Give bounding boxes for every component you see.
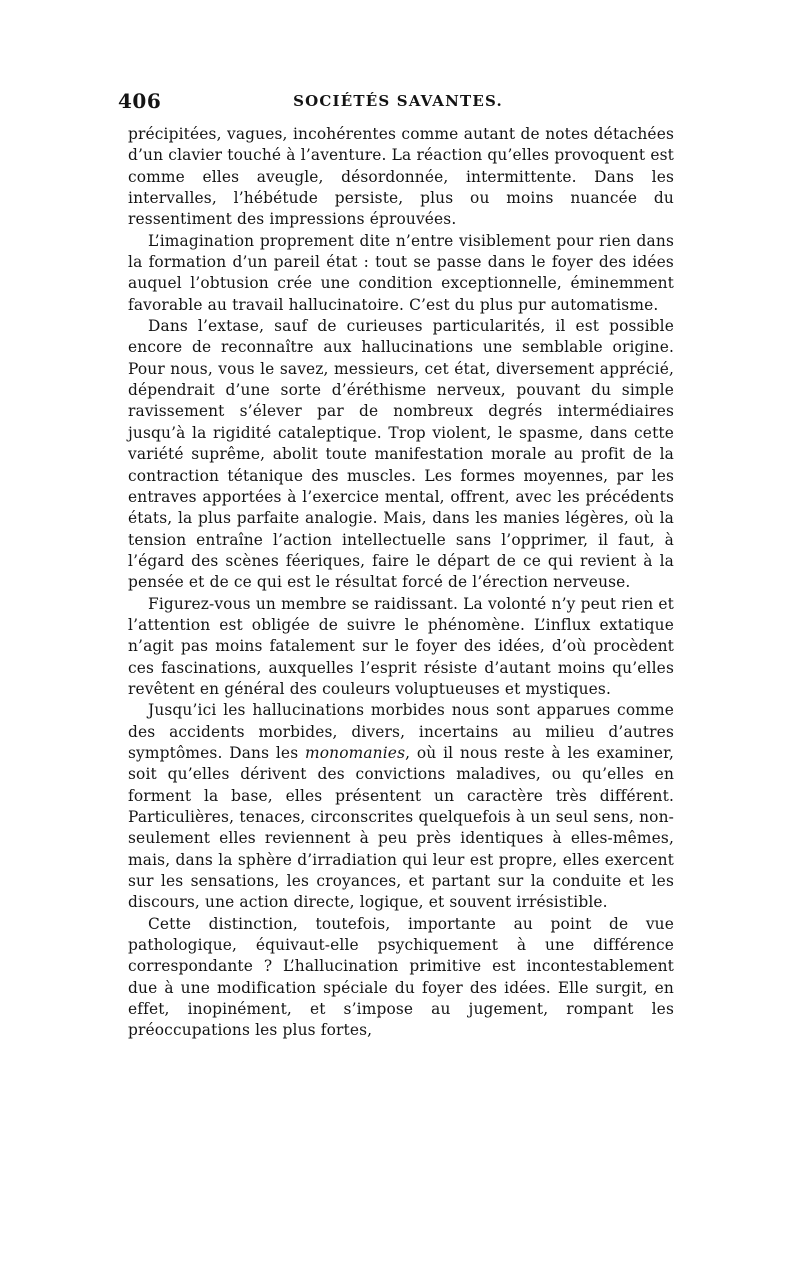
paragraph-1: précipitées, vagues, incohérentes comme autant de notes détachées d’un clavier touché à l’aventure. La réaction qu’elles provoquent est comme elles aveugle, désordonnée, intermittente. Dans les intervalles, l’hébétude persiste, plus ou moins nuancée du ressentiment des impressions éprouvées.: [128, 125, 674, 229]
page-header: [118, 89, 678, 115]
paragraph-5-text-a: Jusqu’ici les hallucinations morbides nous sont apparues comme des accidents morbides, divers, incertains au milieu d’autres symptômes. Dans les: [128, 701, 674, 762]
paragraph-5: [128, 700, 674, 913]
paragraph-5-text-b: , où il nous reste à les examiner, soit qu’elles dérivent des convictions maladives, ou qu’elles en forment la base, elles présentent un caractère très différent. Particulières, tenaces, circonscrites quelquefois à un seul sens, non-seulement elles reviennent à peu près identiques à elles-mêmes, mais, dans la sphère d’irradiation qui leur est propre, elles exercent sur les sensations, les croyances, et partant sur la conduite et les discours, une action directe, logique, et souvent irrésistible.: [128, 743, 674, 912]
running-title: SOCIÉTÉS SAVANTES.: [293, 92, 503, 110]
paragraph-2: L’imagination proprement dite n’entre visiblement pour rien dans la formation d’un pareil état : tout se passe dans le foyer des idées auquel l’obtusion crée une condition exceptionnelle, éminemment favorable au travail hallucinatoire. C’est du plus pur automatisme.: [128, 231, 674, 314]
paragraph-6: Cette distinction, toutefois, importante au point de vue pathologique, équivaut-elle psychiquement à une différence correspondante ? L’hallucination primitive est incontestablement due à une modification spéciale du foyer des idées. Elle surgit, en effet, inopinément, et s’impose au jugement, rompant les préoccupations les plus fortes,: [128, 914, 674, 1040]
page-number: 406: [118, 89, 162, 113]
paragraph-3: Dans l’extase, sauf de curieuses particularités, il est possible encore de reconnaître aux hallucinations une semblable origine. Pour nous, vous le savez, messieurs, cet état, diversement apprécié, dépendrait d’une sorte d’éréthisme nerveux, pouvant du simple ravissement s’élever par de nombreux degrés intermédiaires jusqu’à la rigidité cataleptique. Trop violent, le spasme, dans cette variété suprême, abolit toute manifestation morale au profit de la contraction tétanique des muscles. Les formes moyennes, par les entraves apportées à l’exercice mental, offrent, avec les précédents états, la plus parfaite analogie. Mais, dans les manies légères, où la tension entraîne l’action intellectuelle sans l’opprimer, il faut, à l’égard des scènes féeriques, faire le départ de ce qui revient à la pensée et de ce qui est le résultat forcé de l’érection nerveuse.: [128, 317, 674, 592]
body-text: [128, 124, 674, 1042]
paragraph-4: Figurez-vous un membre se raidissant. La volonté n’y peut rien et l’attention est obligée de suivre le phénomène. L’influx extatique n’agit pas moins fatalement sur le foyer des idées, d’où procèdent ces fascinations, auxquelles l’esprit résiste d’autant moins qu’elles revêtent en général des couleurs voluptueuses et mystiques.: [128, 594, 674, 698]
paragraph-5-emphasis: monomanies: [304, 743, 406, 762]
